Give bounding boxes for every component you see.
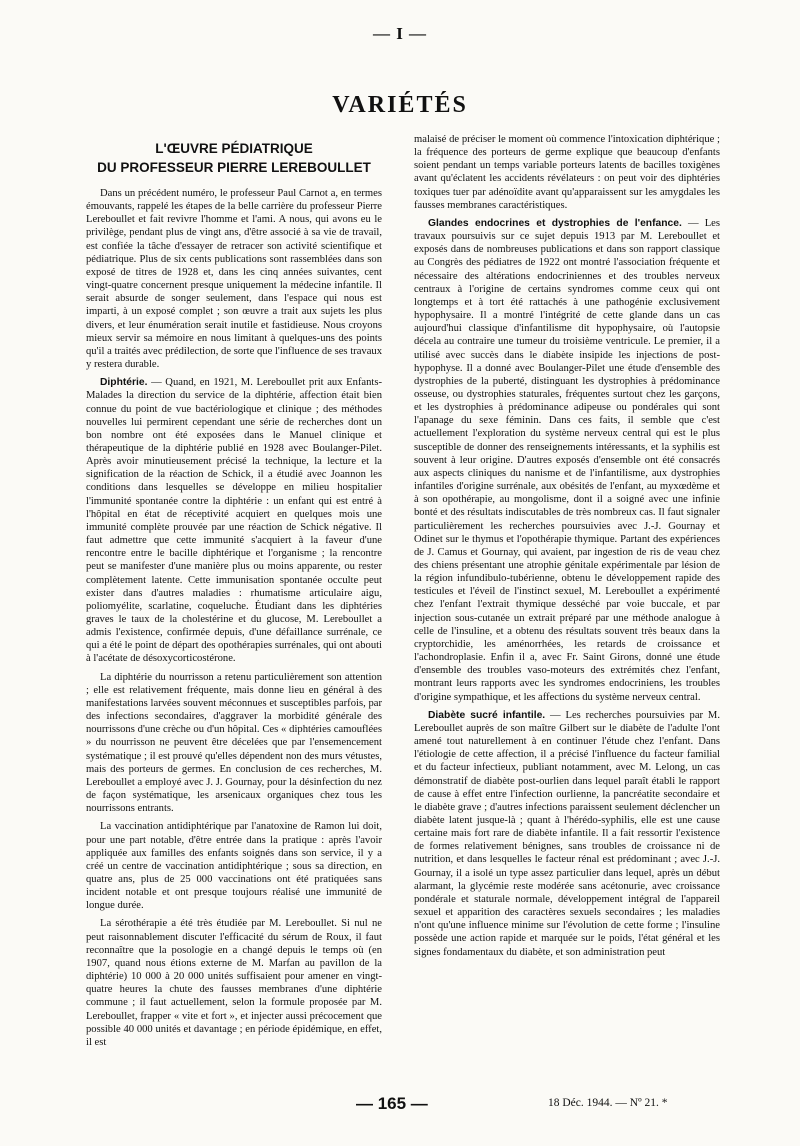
article-title-line-1: L'ŒUVRE PÉDIATRIQUE (155, 141, 313, 156)
paragraph: La vaccination antidiphtérique par l'anatoxine de Ramon lui doit, pour une part notable, d'être entrée dans la pratique : après l'avoir appliquée aux familles des enfants soignés dans son service, il y a créé un centre de vaccination antidiphtérique ; sous sa direction, en quatre ans, plus de 25 000 vaccinations ont été pratiquées sans incident notable et ont presque toujours réalisé une immunité de longue durée. (86, 821, 382, 912)
paragraph: Diabète sucré infantile. — Les recherches poursuivies par M. Lereboullet auprès de son maître Gilbert sur le diabète de l'adulte l'ont amené tout naturellement à en continuer l'étude chez l'enfant. Dans l'étiologie de cette affection, il a précisé l'influence du facteur familial et du facteur infectieux, publiant notamment, avec M. Lelong, un cas démonstratif de diabète post-ourlien dans lequel paraît établi le rapport de cause à effet entre l'infection ourlienne, la pancréatite secondaire et le diabète grave ; d'autres infections paraissent seulement déclencher un diabète latent jusque-là ; quant à l'hérédo-syphilis, elle est une cause certaine mais fort rare de diabète infantile. Il a fait ressortir l'existence de formes relativement bénignes, sans troubles de croissance ni de nutrition, et dans lesquelles le facteur rénal est prédominant ; avec J.-J. Gournay, il a isolé un type assez particulier dans lequel, après un début alarmant, la glycémie reste modérée sans acétonurie, avec croissance pondérale et staturale normale, développement intégral de l'appareil sexuel et apparition des caractères sexuels secondaires ; les maladies n'ont qu'une influence minime sur l'évolution de cette forme ; l'insuline possède une action rapide et marquée sur le poids, l'état général et les signes fondamentaux du diabète, et son administration peut (414, 709, 720, 958)
section-title: VARIÉTÉS (332, 92, 468, 118)
runin-heading: Diabète sucré infantile. (428, 709, 546, 721)
paragraph: Glandes endocrines et dystrophies de l'enfance. — Les travaux poursuivis sur ce sujet depuis 1913 par M. Lereboullet et exposés dans de nombreuses publications et dans son rapport classique au Congrès des pédiatres de 1922 ont montré l'association fréquente et nécessaire des altérations endocriniennes et des troubles nerveux centraux à l'origine de certains syndromes comme ceux qui ont longtemps et à tort été rattachés à une pathogénie exclusivement hypophysaire. Il a montré l'intégrité de cette glande dans un cas aujourd'hui classique d'infantilisme dit hypophysaire, où l'autopsie décela au contraire une tumeur du troisième ventricule. Le premier, il a utilisé avec succès dans le diabète insipide les injections de post-hypophyse. Il a donné avec Boulanger-Pilet une étude d'ensemble des dystrophies de la puberté, distinguant les dystrophies à prédominance osseuse, ou dystrophies staturales, fréquentes surtout chez les garçons, et les dystrophies à prédominance adipeuse ou pondérales qui sont l'apanage du sexe féminin. Dans ces faits, il semble que c'est actuellement l'exploration du système nerveux central qui est le plus susceptible de donner des renseignements intéressants, et la syphilis est souvent à leur origine. D'autres exposés d'ensemble ont été consacrés aux aspects cliniques du nanisme et de l'infantilisme, aux dystrophies infantiles d'origine surrénale, aux obésités de l'enfant, au myxœdème et à son opothérapie, au mongolisme, dont il a soigné avec une infinie bonté et des résultats indiscutables de très nombreux cas. Il faut signaler particulièrement les recherches poursuivies avec J.-J. Gournay et Odinet sur le thymus et l'opothérapie thymique. Partant des expériences de J. Camus et Gournay, qui avaient, par ingestion de ris de veau chez des chiens présentant une atrophie génitale expérimentale par lésion de la région infundibulo-tubérienne, obtenu le développement rapide des testicules et l'éveil de l'instinct sexuel, M. Lereboullet a expérimenté chez l'enfant l'extrait thymique desséché par voie buccale, et par injection sous-cutanée un extrait préparé par une méthode analogue à celle de l'insuline, et a obtenu des résultats souvent très beaux dans la cryptorchidie, les aménorrhées, les retards de croissance et l'achondroplasie. Enfin il a, avec Fr. Saint Girons, donné une étude d'ensemble des troubles vaso-moteurs des extrémités chez l'enfant, montrant leurs rapports avec les syndromes endocriniens, les troubles d'origine sympathique, et les affections du système nerveux central. (414, 217, 720, 703)
paragraph: La sérothérapie a été très étudiée par M. Lereboullet. Si nul ne peut raisonnablement discuter l'efficacité du sérum de Roux, il faut reconnaître que la posologie en a changé depuis le temps où (en 1907, quand nous étions externe de M. Marfan au pavillon de la diphtérie) 10 000 à 20 000 unités suffisaient pour amener en vingt-quatre heures la chute des fausses membranes d'une diphtérie commune ; il faut actuellement, selon la formule proposée par M. Lereboullet, frapper « vite et fort », et injecter aussi précocement que possible 40 000 unités et davantage ; en période épidémique, en effet, il est (86, 918, 382, 1048)
runin-heading: Diphtérie. (100, 377, 148, 389)
left-column (86, 133, 382, 1054)
article-title (86, 139, 382, 177)
paragraph: Diphtérie. — Quand, en 1921, M. Lereboullet prit aux Enfants-Malades la direction du service de la diphtérie, affection était bien connue du point de vue bactériologique et clinique ; des méthodes nouvelles lui permirent cependant une série de recherches dont un bon nombre ont été exposées dans le Manuel clinique et thérapeutique de la diphtérie publié en 1928 avec Boulanger-Pilet. Après avoir minutieusement précisé la technique, la lecture et la signification de la réaction de Schick, il a étudié avec Joannon les conditions dans lesquelles se développe en milieu hospitalier l'immunité spontanée contre la diphtérie : un enfant qui est entré à l'hôpital en état de réceptivité acquiert en quelques mois une immunité complète prouvée par une réaction de Schick négative. Il faut admettre que cette immunité s'acquiert à la faveur d'une rencontre entre le bacille diphtérique et l'organisme ; la rencontre peut se manifester d'une manière plus ou moins apparente, ou rester complètement latente. Cette immunisation spontanée occulte peut exister dans d'autres maladies : rhumatisme articulaire aigu, poliomyélite, scarlatine, coqueluche. Étudiant dans les diphtéries graves le taux de la cholestérine et du glucose, M. Lereboullet a admis l'existence, confirmée depuis, d'une défaillance surrénale, ce qui a été le point de départ des opothérapies surrénales, qui ont abouti à l'acétate de désoxycorticostérone. (86, 377, 382, 665)
paragraph: La diphtérie du nourrisson a retenu particulièrement son attention ; elle est relativement fréquente, mais donne lieu en général à des manifestations larvées souvent méconnues et susceptibles parfois, par des infections secondaires, d'aggraver la morbidité générale des nourrissons d'une crèche ou d'un hôpital. Ces « diphtéries camouflées » du nourrisson ne peuvent être décelées que par l'ensemencement systématique ; il est prouvé qu'elles dépendent non des murs vétustes, mais des porteurs de germes. En conclusion de ces recherches, M. Lereboullet a employé avec J. J. Gournay, pour la désinfection du nez de façon systématique, les arsenicaux organiques chez tous les nourrissons entrants. (86, 671, 382, 815)
running-head: — I — (372, 24, 428, 43)
right-column (414, 133, 720, 964)
article-title-line-2: DU PROFESSEUR PIERRE LEREBOULLET (97, 160, 371, 175)
runin-heading: Glandes endocrines et dystrophies de l'enfance. (428, 217, 682, 229)
page-number: — 165 — (356, 1094, 428, 1113)
paragraph: malaisé de préciser le moment où commence l'intoxication diphtérique ; la fréquence des porteurs de germe explique que beaucoup d'enfants soient pendant un temps variable porteurs latents de bacilles toxigènes avant qu'éclatent les accidents révélateurs : on peut voir des diphtéries toxiques tuer par adénoïdite avant qu'apparaissent sur les amygdales les fausses membranes caractéristiques. (414, 134, 720, 211)
issue-date: 18 Déc. 1944. — Nº 21. * (548, 1097, 668, 1109)
paragraph: Dans un précédent numéro, le professeur Paul Carnot a, en termes émouvants, rappelé les étapes de la belle carrière du professeur Pierre Lereboullet et fait revivre l'homme et l'ami. A nous, qui avons eu le privilège, pendant plus de vingt ans, d'être associé à sa vie de travail, est confiée la tâche d'essayer de retracer son activité scientifique et pédiatrique. Plus de six cents publications sont rassemblées dans son exposé de titres de 1928 et, dans les cinq années suivantes, cent vingt-quatre concernent presque uniquement la médecine infantile. Il serait absurde de songer seulement, dans l'espace qui nous est imparti, à un exposé complet ; son œuvre a trait aux sujets les plus divers, et leur énumération serait inutile et fastidieuse. Nous croyons mieux servir sa mémoire en nous limitant à quelques-uns des points qu'il a traités avec prédilection, de sorte que l'influence de ses travaux y restera durable. (86, 188, 382, 371)
